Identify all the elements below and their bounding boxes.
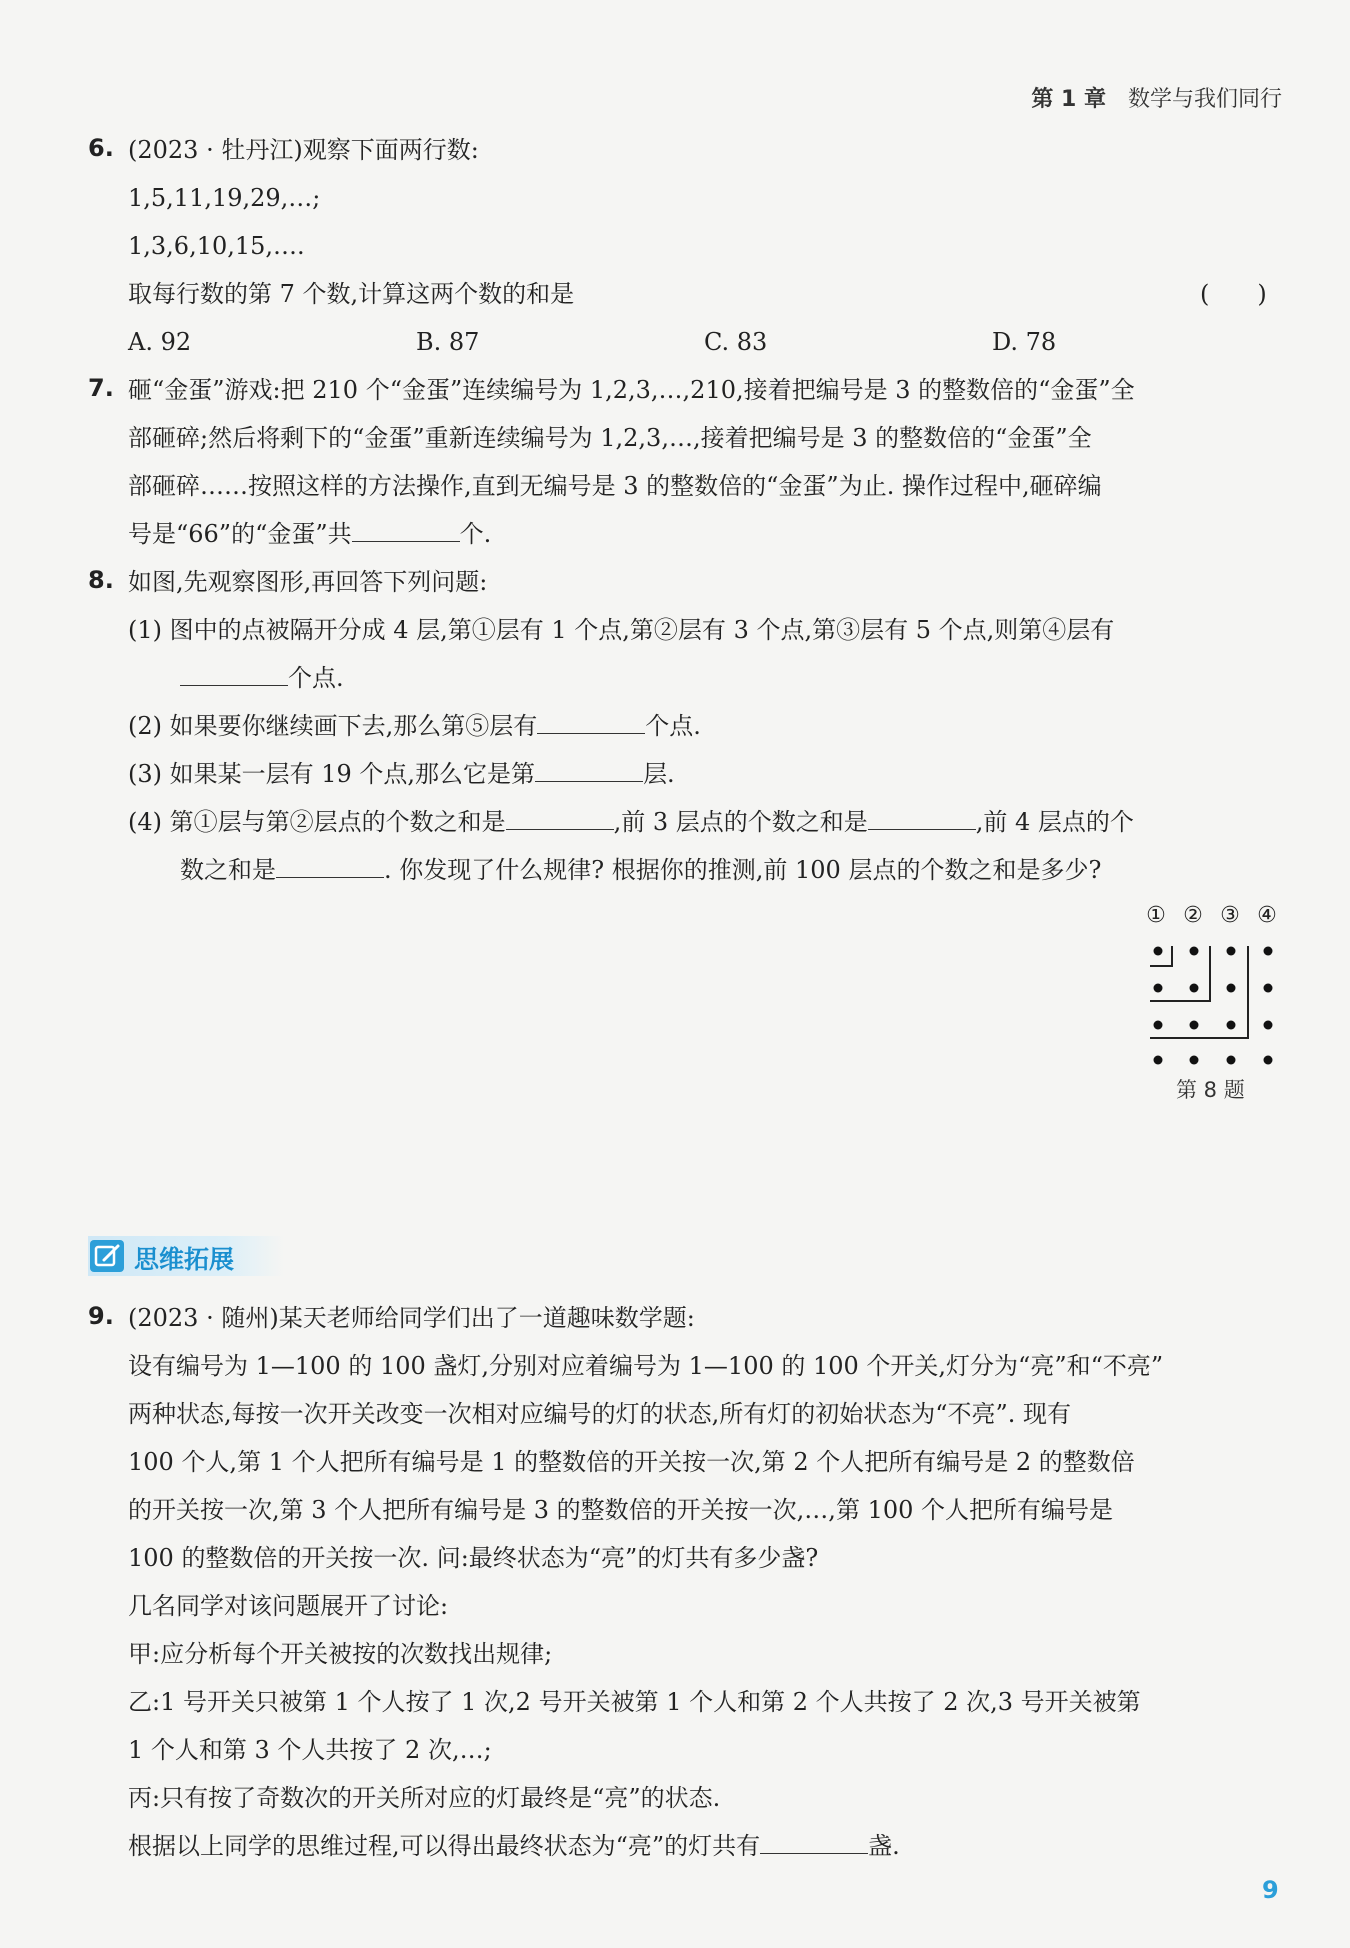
q9-line-8: 乙:1 号开关只被第 1 个人按了 1 次,2 号开关被第 1 个人和第 2 个人共按了 2 次,3 号开关被第: [128, 1688, 1141, 1716]
q6-ask: 取每行数的第 7 个数,计算这两个数的和是: [128, 280, 575, 308]
q6-number: 6.: [88, 134, 114, 162]
q7-line-4: [128, 518, 491, 550]
choice-d: D. 78: [992, 328, 1057, 356]
q9-line-5: 100 的整数倍的开关按一次. 问:最终状态为“亮”的灯共有多少盏?: [128, 1544, 819, 1572]
q9-number: 9.: [88, 1302, 114, 1330]
dot: [1264, 1021, 1273, 1030]
answer-blank[interactable]: [352, 519, 460, 542]
q9-line-7: 甲:应分析每个开关被按的次数找出规律;: [128, 1640, 553, 1668]
dot: [1190, 947, 1199, 956]
choice-c: C. 83: [704, 328, 768, 356]
figure-label-4: ④: [1257, 903, 1277, 928]
q9-line-2: 两种状态,每按一次开关改变一次相对应编号的灯的状态,所有灯的初始状态为“不亮”. 现有: [128, 1400, 1072, 1428]
dot: [1190, 1021, 1199, 1030]
q8-number: 8.: [88, 566, 114, 594]
q9-line-1: 设有编号为 1—100 的 100 盏灯,分别对应着编号为 1—100 的 100 个开关,灯分为“亮”和“不亮”: [128, 1352, 1164, 1380]
dot: [1154, 947, 1163, 956]
answer-blank[interactable]: [506, 807, 614, 830]
q9-line-10: 丙:只有按了奇数次的开关所对应的灯最终是“亮”的状态.: [128, 1784, 721, 1812]
q7-line-3: 部砸碎……按照这样的方法操作,直到无编号是 3 的整数倍的“金蛋”为止. 操作过程中,砸碎编: [128, 472, 1102, 500]
q9-last-line: [128, 1830, 900, 1862]
pencil-note-icon: [90, 1240, 124, 1272]
q7-last-after: 个.: [459, 520, 492, 548]
q8-part4-e: . 你发现了什么规律? 根据你的推测,前 100 层点的个数之和是多少?: [384, 856, 1102, 884]
q8-part4-d: 数之和是: [180, 856, 276, 884]
q6-stem: (2023 · 牡丹江)观察下面两行数:: [128, 136, 479, 164]
dot: [1227, 1021, 1236, 1030]
figure-label-1: ①: [1146, 903, 1166, 928]
q8-part2-after: 个点.: [645, 712, 701, 740]
answer-blank[interactable]: [276, 855, 384, 878]
q8-part1-after: 个点.: [288, 664, 344, 692]
q8-part4-line1: [128, 806, 1134, 838]
dot: [1227, 947, 1236, 956]
q9-last-before: 根据以上同学的思维过程,可以得出最终状态为“亮”的灯共有: [128, 1832, 761, 1860]
dot: [1190, 1056, 1199, 1065]
answer-blank[interactable]: [180, 663, 288, 686]
chapter-title: 数学与我们同行: [1127, 87, 1282, 112]
q9-last-after: 盏.: [868, 1832, 900, 1860]
page-number: 9: [1262, 1876, 1279, 1904]
section-header: [88, 1236, 284, 1276]
figure-caption: 第 8 题: [1176, 1078, 1245, 1102]
q9-line-3: 100 个人,第 1 个人把所有编号是 1 的整数倍的开关按一次,第 2 个人把所有编号是 2 的整数倍: [128, 1448, 1135, 1476]
q8-part3-after: 层.: [643, 760, 675, 788]
q7-line-2: 部砸碎;然后将剩下的“金蛋”重新连续编号为 1,2,3,…,接着把编号是 3 的整数倍的“金蛋”全: [128, 424, 1092, 452]
q8-part2: [128, 710, 701, 742]
q9-stem: (2023 · 随州)某天老师给同学们出了一道趣味数学题:: [128, 1304, 695, 1332]
answer-blank[interactable]: [537, 711, 645, 734]
chapter-label: 第 1 章: [1031, 87, 1106, 112]
q8-part3-before: (3) 如果某一层有 19 个点,那么它是第: [128, 760, 536, 788]
q8-part4-a: (4) 第①层与第②层点的个数之和是: [128, 808, 506, 836]
choice-a: A. 92: [128, 328, 192, 356]
dot: [1264, 984, 1273, 993]
dot: [1264, 1056, 1273, 1065]
q9-line-4: 的开关按一次,第 3 个人把所有编号是 3 的整数倍的开关按一次,…,第 100 个人把所有编号是: [128, 1496, 1114, 1524]
q8-part4-b: ,前 3 层点的个数之和是: [613, 808, 868, 836]
dot: [1154, 1056, 1163, 1065]
q8-stem: 如图,先观察图形,再回答下列问题:: [128, 568, 488, 596]
q7-line-1: 砸“金蛋”游戏:把 210 个“金蛋”连续编号为 1,2,3,…,210,接着把编号是 3 的整数倍的“金蛋”全: [128, 376, 1135, 404]
q7-last-before: 号是“66”的“金蛋”共: [128, 520, 352, 548]
answer-paren: ( ): [1200, 280, 1267, 308]
dot: [1264, 947, 1273, 956]
q7-number: 7.: [88, 374, 114, 402]
choice-b: B. 87: [416, 328, 480, 356]
q8-part1-line2: [180, 662, 344, 694]
dot: [1154, 984, 1163, 993]
dot: [1154, 1021, 1163, 1030]
dot: [1190, 984, 1199, 993]
dot: [1227, 984, 1236, 993]
figure-label-3: ③: [1220, 903, 1240, 928]
q9-line-9: 1 个人和第 3 个人共按了 2 次,…;: [128, 1736, 492, 1764]
q8-part4-c: ,前 4 层点的个: [975, 808, 1134, 836]
q6-row1: 1,5,11,19,29,…;: [128, 184, 321, 212]
q8-part3: [128, 758, 675, 790]
figure-label-2: ②: [1183, 903, 1203, 928]
q8-part2-before: (2) 如果要你继续画下去,那么第⑤层有: [128, 712, 538, 740]
q6-row2: 1,3,6,10,15,….: [128, 232, 305, 260]
answer-blank[interactable]: [868, 807, 976, 830]
answer-blank[interactable]: [535, 759, 643, 782]
q8-part4-line2: [180, 854, 1101, 886]
section-title: 思维拓展: [134, 1245, 235, 1274]
q9-line-6: 几名同学对该问题展开了讨论:: [128, 1592, 449, 1620]
running-header: [1031, 82, 1282, 113]
q8-part1-line1: (1) 图中的点被隔开分成 4 层,第①层有 1 个点,第②层有 3 个点,第③层有 5 个点,则第④层有: [128, 616, 1115, 644]
answer-blank[interactable]: [760, 1831, 868, 1854]
dot: [1227, 1056, 1236, 1065]
